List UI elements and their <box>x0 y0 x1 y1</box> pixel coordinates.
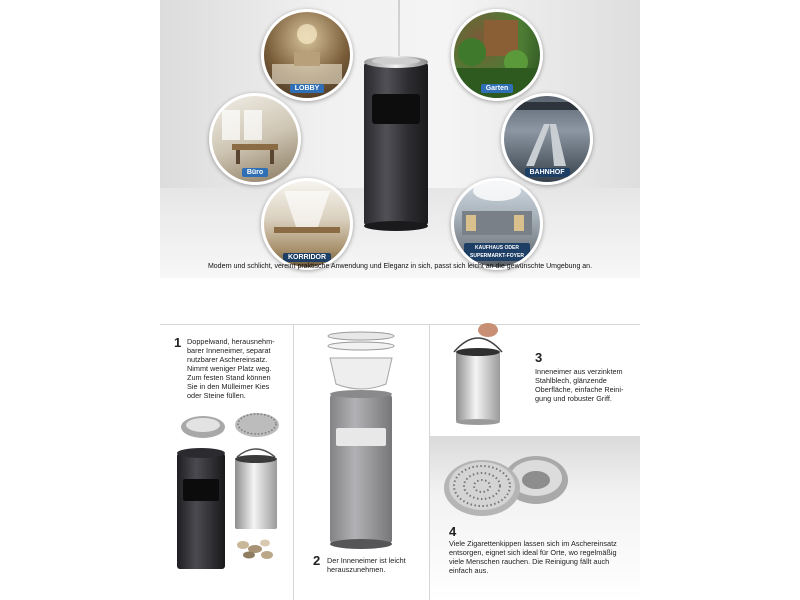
feature-2-text <box>327 556 427 574</box>
feature-2-line: herauszunehmen. <box>327 565 386 574</box>
kaufhaus-label-line2: SUPERMARKT-FOYER <box>467 252 527 260</box>
feature-1-line: Nimmt weniger Platz weg. <box>187 364 272 373</box>
location-bubble-kaufhaus <box>451 178 543 270</box>
feature-4-line: Viele Zigarettenkippen lassen sich im Aschereinsatz <box>449 539 617 548</box>
location-label-bahnhof: BAHNHOF <box>525 168 570 177</box>
kaufhaus-label-line1: KAUFHAUS ODER <box>472 244 522 252</box>
feature-3-line: gung und robuster Griff. <box>535 394 612 403</box>
feature-4-line: entsorgen, eignet sich ideal für Orte, wo regelmäßig <box>449 548 617 557</box>
feature-2-exploded-view <box>320 330 402 552</box>
feature-1-text <box>187 337 291 400</box>
feature-3-bucket-image <box>448 322 508 426</box>
location-bubble-bahnhof <box>501 93 593 185</box>
ashtray-bin-image <box>362 54 430 232</box>
location-bubble-lobby <box>261 9 353 101</box>
grid-line-left <box>293 324 294 600</box>
feature-3-number: 3 <box>535 350 543 365</box>
feature-4-number: 4 <box>449 524 457 539</box>
feature-1-line: barer Inneneimer, separat <box>187 346 271 355</box>
feature-1-parts-image <box>165 405 293 600</box>
feature-3-line: Stahlblech, glänzende <box>535 376 607 385</box>
feature-2-number: 2 <box>313 553 321 568</box>
location-bubble-garten <box>451 9 543 101</box>
location-bubble-buero <box>209 93 301 185</box>
location-label-lobby: LOBBY <box>290 84 325 93</box>
location-label-kaufhaus <box>464 243 530 261</box>
location-label-garten: Garten <box>481 84 514 93</box>
location-bubble-korridor <box>261 178 353 270</box>
feature-4-ashtray-image <box>440 450 572 522</box>
location-label-buero: Büro <box>242 168 268 177</box>
feature-4-text <box>449 539 639 575</box>
feature-3-line: Inneneimer aus verzinktem <box>535 367 623 376</box>
feature-3-text <box>535 367 639 403</box>
feature-1-line: Zum festen Stand können <box>187 373 271 382</box>
feature-1-line: oder Steine füllen. <box>187 391 246 400</box>
feature-3-line: Oberfläche, einfache Reini- <box>535 385 624 394</box>
feature-2-line: Der Inneneimer ist leicht <box>327 556 406 565</box>
feature-1-number: 1 <box>174 335 182 350</box>
grid-line-top <box>160 324 640 325</box>
feature-1-line: Doppelwand, herausnehm- <box>187 337 275 346</box>
feature-4-line: einfach aus. <box>449 566 489 575</box>
hero-caption: Modern und schlicht, vereint praktische Anwendung und Eleganz in sich, passt sich leicht an die gewünschte Umgebung an. <box>207 263 593 270</box>
location-label-korridor: KORRIDOR <box>283 253 331 262</box>
feature-1-line: nutzbarer Aschereinsatz. <box>187 355 268 364</box>
feature-1-line: Sie in den Mülleimer Kies <box>187 382 270 391</box>
feature-4-line: viele Menschen rauchen. Die Reinigung fällt auch <box>449 557 610 566</box>
